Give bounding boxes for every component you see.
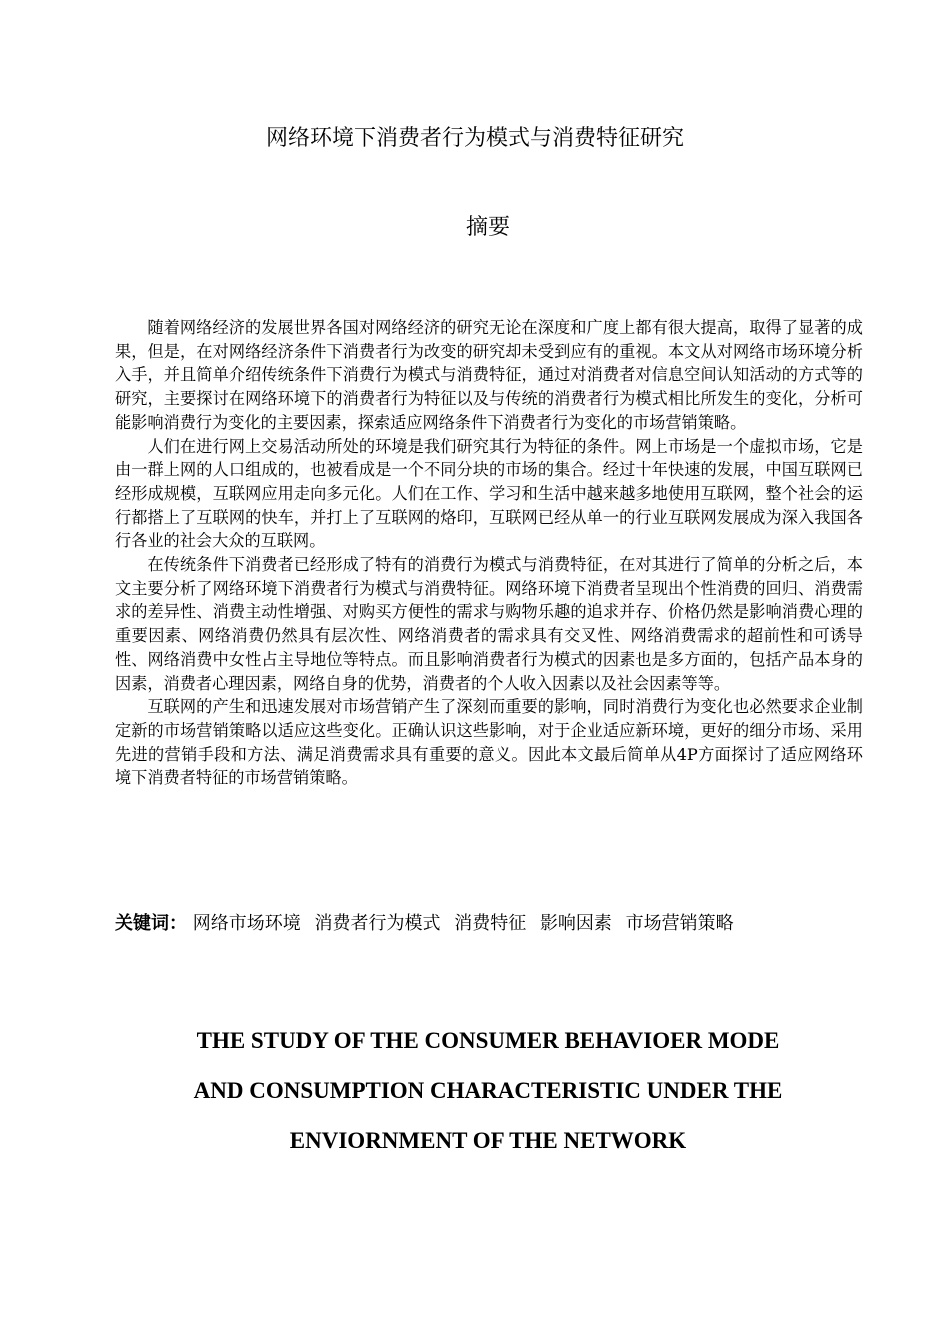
abstract-body — [115, 316, 863, 790]
keyword: 网络市场环境 — [192, 913, 301, 934]
keyword: 影响因素 — [539, 913, 612, 934]
english-title-line: ENVIORNMENT OF THE NETWORK — [289, 1128, 687, 1153]
keywords-label: 关键词： — [115, 913, 187, 934]
english-title — [120, 1016, 856, 1166]
abstract-paragraph: 随着网络经济的发展世界各国对网络经济的研究无论在深度和广度上都有很大提高，取得了显著的成果，但是，在对网络经济条件下消费者行为改变的研究却未受到应有的重视。本文从对网络市场环境分析入手，并且简单介绍传统条件下消费行为模式与消费特征，通过对消费者对信息空间认知活动的方式等的研究，主要探讨在网络环境下的消费者行为特征以及与传统的消费者行为模式相比所发生的变化，分析可能影响消费行为变化的主要因素，探索适应网络条件下消费者行为变化的市场营销策略。 — [115, 318, 863, 432]
keyword: 市场营销策略 — [625, 913, 734, 934]
english-title-line: THE STUDY OF THE CONSUMER BEHAVIOER MODE — [196, 1028, 780, 1053]
abstract-paragraph: 互联网的产生和迅速发展对市场营销产生了深刻而重要的影响，同时消费行为变化也必然要求企业制定新的市场营销策略以适应这些变化。正确认识这些影响，对于企业适应新环境，更好的细分市场、采用先进的营销手段和方法、满足消费需求具有重要的意义。因此本文最后简单从4P方面探讨了适应网络环境下消费者特征的市场营销策略。 — [115, 697, 863, 788]
abstract-paragraph: 人们在进行网上交易活动所处的环境是我们研究其行为特征的条件。网上市场是一个虚拟市场，它是由一群上网的人口组成的，也被看成是一个不同分块的市场的集合。经过十年快速的发展，中国互联网已经形成规模，互联网应用走向多元化。人们在工作、学习和生活中越来越多地使用互联网，整个社会的运行都搭上了互联网的快车，并打上了互联网的烙印，互联网已经从单一的行业互联网发展成为深入我国各行各业的社会大众的互联网。 — [115, 436, 863, 551]
keywords-line — [115, 910, 875, 938]
english-title-line: AND CONSUMPTION CHARACTERISTIC UNDER THE — [193, 1078, 783, 1103]
keyword: 消费者行为模式 — [314, 913, 441, 934]
abstract-heading: 摘要 — [465, 215, 510, 240]
abstract-paragraph: 在传统条件下消费者已经形成了特有的消费行为模式与消费特征，在对其进行了简单的分析之后，本文主要分析了网络环境下消费者行为模式与消费特征。网络环境下消费者呈现出个性消费的回归、消费需求的差异性、消费主动性增强、对购买方便性的需求与购物乐趣的追求并存、价格仍然是影响消费心理的重要因素、网络消费仍然具有层次性、网络消费者的需求具有交叉性、网络消费需求的超前性和可诱导性、网络消费中女性占主导地位等特点。而且影响消费者行为模式的因素也是多方面的，包括产品本身的因素，消费者心理因素，网络自身的优势，消费者的个人收入因素以及社会因素等等。 — [115, 555, 863, 693]
chinese-title: 网络环境下消费者行为模式与消费特征研究 — [265, 126, 684, 151]
keyword: 消费特征 — [454, 913, 527, 934]
